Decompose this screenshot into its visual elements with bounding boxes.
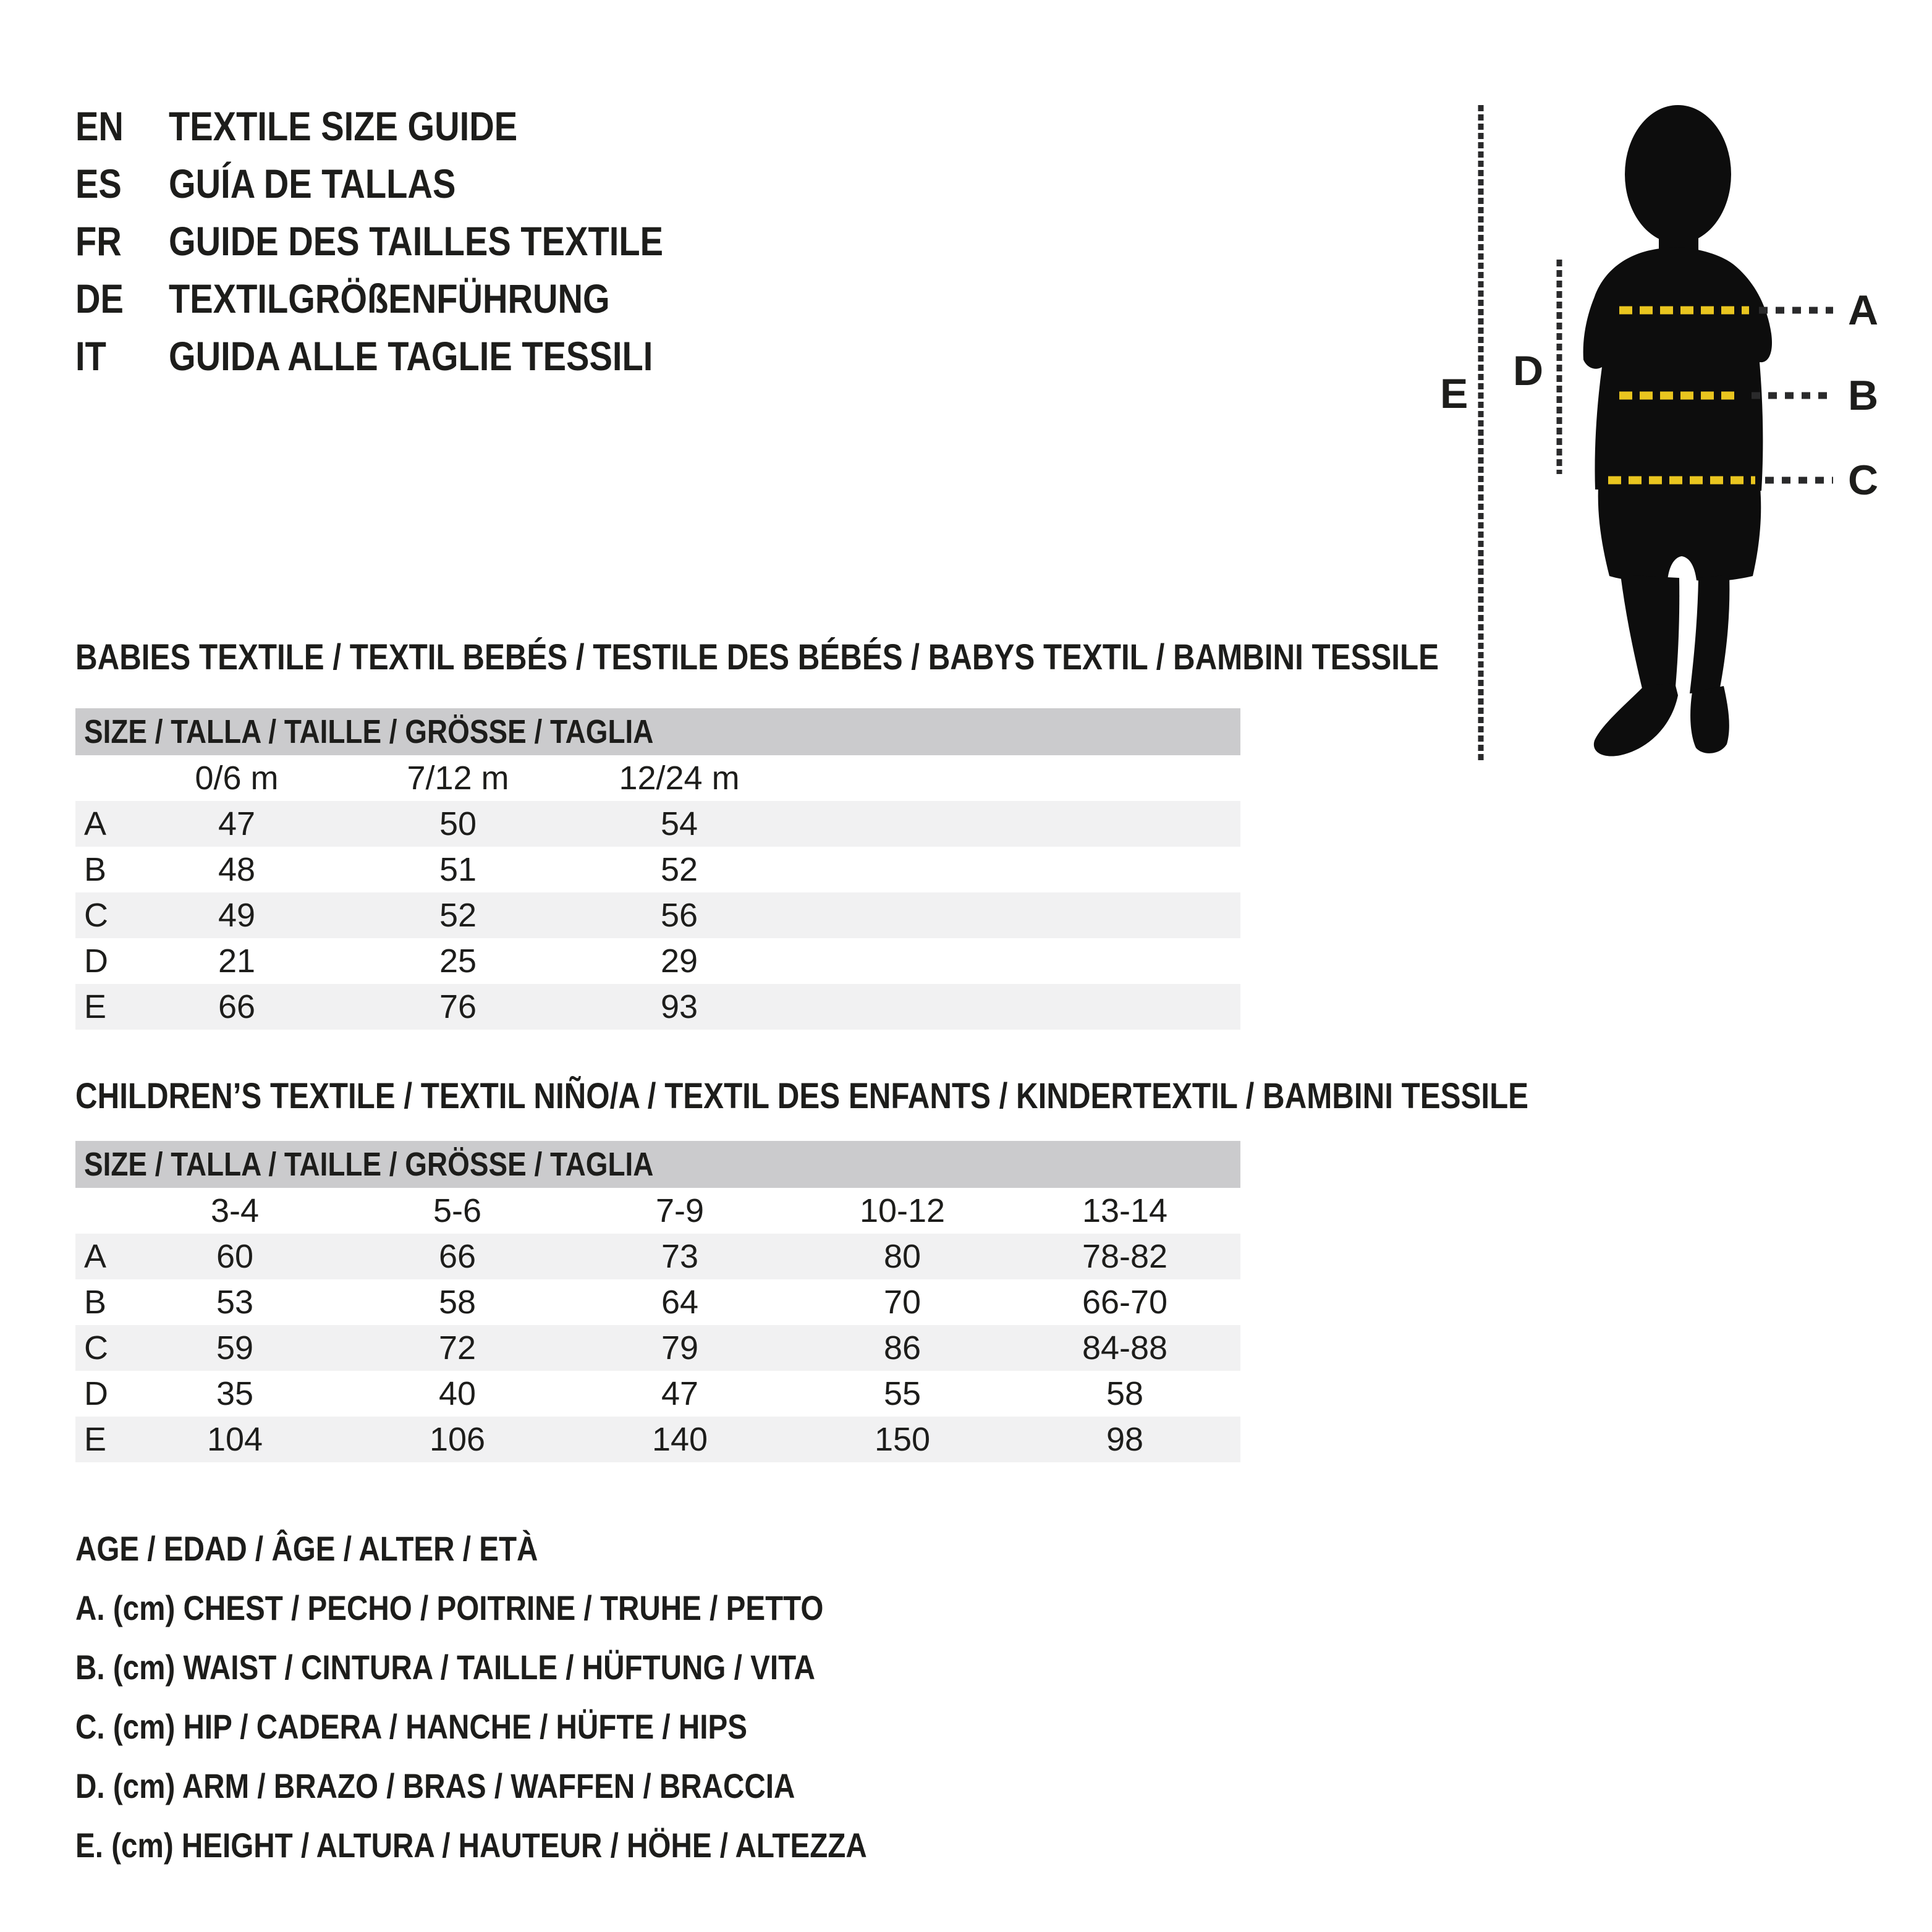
table-row xyxy=(75,938,1240,984)
table-cell: 98 xyxy=(1106,1421,1144,1458)
lang-title: TEXTILE SIZE GUIDE xyxy=(169,103,518,149)
row-label: A xyxy=(84,1238,107,1275)
table-cell: 64 xyxy=(661,1284,699,1321)
table-row xyxy=(75,801,1240,847)
lang-code: DE xyxy=(75,276,124,321)
table-cell: 56 xyxy=(660,897,698,934)
table-cell: 60 xyxy=(216,1238,254,1275)
table-cell: 84-88 xyxy=(1082,1329,1168,1366)
table-row xyxy=(75,1417,1240,1462)
table-cell: 66-70 xyxy=(1082,1284,1168,1321)
lang-row-it xyxy=(75,328,750,385)
lang-title: GUIDE DES TAILLES TEXTILE xyxy=(169,218,664,264)
table-cell: 55 xyxy=(883,1375,922,1412)
table-cell: 49 xyxy=(218,897,256,934)
babies-size-header-bar xyxy=(75,708,1240,755)
table-row xyxy=(75,984,1240,1030)
column-header: 5-6 xyxy=(433,1192,482,1229)
row-label: C xyxy=(84,1329,108,1366)
table-row xyxy=(75,847,1240,892)
lang-row-es xyxy=(75,155,750,213)
table-cell: 47 xyxy=(661,1375,699,1412)
legend-line-height: E. (cm) HEIGHT / ALTURA / HAUTEUR / HÖHE / ALTEZZA xyxy=(75,1826,867,1865)
table-cell: 76 xyxy=(439,988,477,1025)
table-cell: 79 xyxy=(661,1329,699,1366)
table-cell: 50 xyxy=(439,805,477,842)
table-cell: 35 xyxy=(216,1375,254,1412)
figure-label-e: E xyxy=(1440,370,1468,417)
babies-size-table xyxy=(75,708,1240,1030)
table-cell: 25 xyxy=(439,943,477,980)
table-cell: 104 xyxy=(206,1421,263,1458)
babies-section-title-text: BABIES TEXTILE / TEXTIL BEBÉS / TESTILE DES BÉBÉS / BABYS TEXTIL / BAMBINI TESSILE xyxy=(75,637,1439,677)
table-cell: 53 xyxy=(216,1284,254,1321)
table-cell: 40 xyxy=(438,1375,477,1412)
lang-code: EN xyxy=(75,103,124,149)
lang-title: GUIDA ALLE TAGLIE TESSILI xyxy=(169,333,653,379)
table-cell: 66 xyxy=(438,1238,477,1275)
row-label: A xyxy=(84,805,107,842)
lang-row-en xyxy=(75,98,750,155)
size-header-label: SIZE / TALLA / TAILLE / GRÖSSE / TAGLIA xyxy=(84,1146,654,1183)
row-label: E xyxy=(84,1421,107,1458)
table-cell: 52 xyxy=(439,897,477,934)
lang-title: TEXTILGRÖßENFÜHRUNG xyxy=(169,276,610,321)
children-section-title-text: CHILDREN’S TEXTILE / TEXTIL NIÑO/A / TEXTIL DES ENFANTS / KINDERTEXTIL / BAMBINI TESSILE xyxy=(75,1076,1529,1116)
measurement-legend xyxy=(75,1519,1007,1875)
row-label: B xyxy=(84,1284,107,1321)
row-label: E xyxy=(84,988,107,1025)
column-header: 12/24 m xyxy=(619,760,740,797)
children-column-header-row xyxy=(75,1188,1240,1234)
table-cell: 140 xyxy=(651,1421,708,1458)
table-cell: 48 xyxy=(218,851,256,888)
table-cell: 51 xyxy=(439,851,477,888)
size-header-label: SIZE / TALLA / TAILLE / GRÖSSE / TAGLIA xyxy=(84,713,654,750)
table-cell: 52 xyxy=(660,851,698,888)
table-cell: 86 xyxy=(883,1329,922,1366)
figure-label-b: B xyxy=(1848,372,1879,419)
figure-label-c: C xyxy=(1848,457,1879,504)
table-cell: 106 xyxy=(429,1421,486,1458)
children-size-table xyxy=(75,1141,1240,1462)
column-header: 7-9 xyxy=(655,1192,705,1229)
lang-code: IT xyxy=(75,333,106,379)
lang-title: GUÍA DE TALLAS xyxy=(169,161,456,206)
table-cell: 58 xyxy=(1106,1375,1144,1412)
row-label: C xyxy=(84,897,108,934)
table-cell: 73 xyxy=(661,1238,699,1275)
babies-column-header-row xyxy=(75,755,1240,801)
table-cell: 47 xyxy=(218,805,256,842)
legend-line-waist: B. (cm) WAIST / CINTURA / TAILLE / HÜFTUNG / VITA xyxy=(75,1648,815,1687)
figure-label-a: A xyxy=(1848,287,1879,334)
lang-row-fr xyxy=(75,213,750,270)
legend-line-hip: C. (cm) HIP / CADERA / HANCHE / HÜFTE / HIPS xyxy=(75,1707,747,1746)
table-cell: 29 xyxy=(660,943,698,980)
figure-label-d: D xyxy=(1513,347,1544,394)
lang-code: FR xyxy=(75,218,122,264)
column-header: 7/12 m xyxy=(407,760,509,797)
child-measurement-figure xyxy=(1415,87,1932,791)
babies-section-title xyxy=(75,637,1679,678)
lang-code: ES xyxy=(75,161,122,206)
legend-line-chest: A. (cm) CHEST / PECHO / POITRINE / TRUHE / PETTO xyxy=(75,1588,824,1627)
table-row xyxy=(75,1234,1240,1279)
legend-line-arm: D. (cm) ARM / BRAZO / BRAS / WAFFEN / BRACCIA xyxy=(75,1766,795,1805)
table-row xyxy=(75,1279,1240,1325)
table-cell: 72 xyxy=(438,1329,477,1366)
column-header: 10-12 xyxy=(859,1192,946,1229)
row-label: B xyxy=(84,851,107,888)
table-cell: 78-82 xyxy=(1082,1238,1168,1275)
table-cell: 93 xyxy=(660,988,698,1025)
column-header: 13-14 xyxy=(1082,1192,1168,1229)
table-cell: 21 xyxy=(218,943,256,980)
language-header xyxy=(75,98,750,385)
children-size-header-bar xyxy=(75,1141,1240,1188)
table-cell: 66 xyxy=(218,988,256,1025)
table-row xyxy=(75,1325,1240,1371)
table-cell: 80 xyxy=(883,1238,922,1275)
column-header: 3-4 xyxy=(210,1192,260,1229)
column-header: 0/6 m xyxy=(195,760,279,797)
table-row xyxy=(75,892,1240,938)
table-cell: 59 xyxy=(216,1329,254,1366)
lang-row-de xyxy=(75,270,750,328)
table-cell: 70 xyxy=(883,1284,922,1321)
table-cell: 58 xyxy=(438,1284,477,1321)
legend-line-age: AGE / EDAD / ÂGE / ALTER / ETÀ xyxy=(75,1529,538,1568)
table-cell: 150 xyxy=(874,1421,931,1458)
row-label: D xyxy=(84,1375,108,1412)
table-row xyxy=(75,1371,1240,1417)
children-section-title xyxy=(75,1075,1785,1117)
table-cell: 54 xyxy=(660,805,698,842)
row-label: D xyxy=(84,943,108,980)
